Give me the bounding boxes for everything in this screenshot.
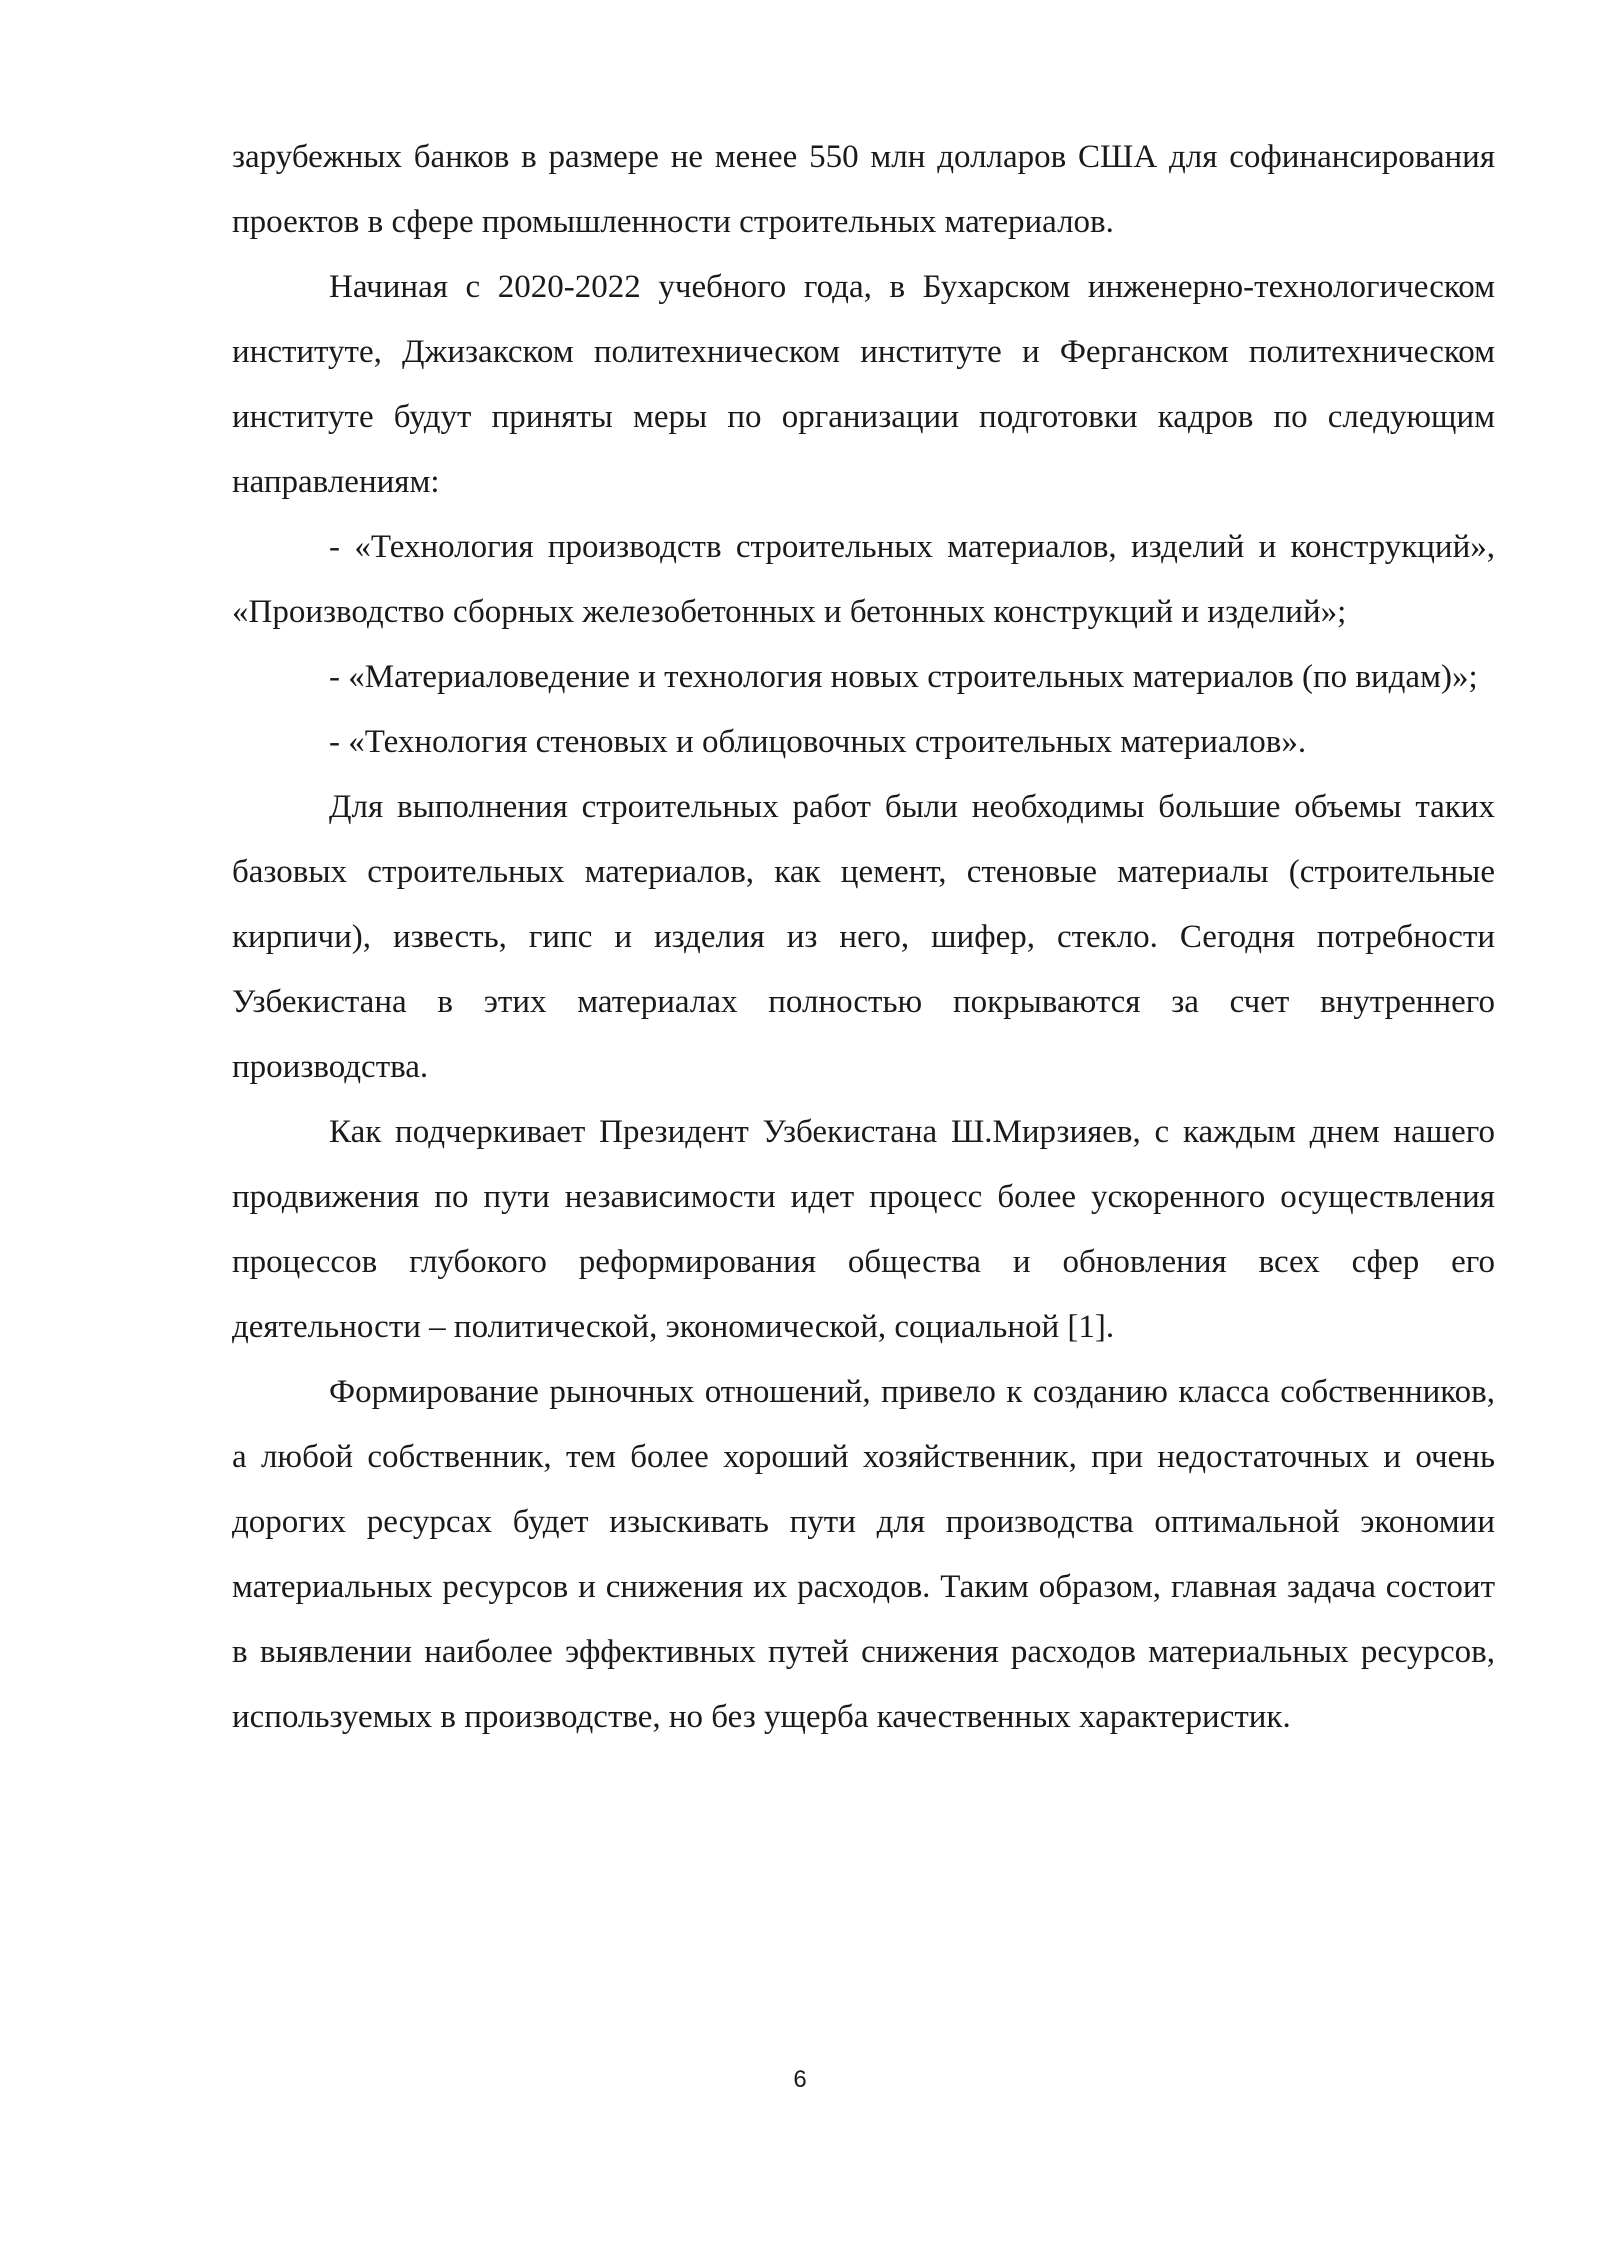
paragraph-building-materials: Для выполнения строительных работ были необходимы большие объемы таких базовых строительных материалов, как цемент, стеновые материалы (строительные кирпичи), известь, гипс и изделия из него, шифер, стекло. Сегодня потребности Узбекистана в этих материалах полностью покрываются за счет внутреннего производства. [232,789,1495,1085]
list-item-direction-2: - «Материаловедение и технология новых строительных материалов (по видам)»; [329,659,1478,695]
paragraph-training-directions: Начиная с 2020-2022 учебного года, в Бухарском инженерно-технологическом институте, Джизакском политехническом институте и Ферганском политехническом институте будут приняты меры по организации подготовки кадров по следующим направлениям: [232,269,1495,500]
list-item-direction-3: - «Технология стеновых и облицовочных строительных материалов». [329,724,1307,760]
list-item-direction-1: - «Технология производств строительных материалов, изделий и конструкций», «Производство сборных железобетонных и бетонных конструкций и изделий»; [232,529,1495,630]
paragraph-market-relations: Формирование рыночных отношений, привело к созданию класса собственников, а любой собственник, тем более хороший хозяйственник, при недостаточных и очень дорогих ресурсах будет изыскивать пути для производства оптимальной экономии материальных ресурсов и снижения их расходов. Таким образом, главная задача состоит в выявлении наиболее эффективных путей снижения расходов материальных ресурсов, используемых в производстве, но без ущерба качественных характеристик. [232,1374,1495,1735]
document-page [232,125,1495,1750]
page-number: 6 [793,2066,807,2093]
paragraph-continuation: зарубежных банков в размере не менее 550 млн долларов США для софинансирования проектов в сфере промышленности строительных материалов. [232,139,1495,240]
paragraph-president-quote: Как подчеркивает Президент Узбекистана Ш.Мирзияев, с каждым днем нашего продвижения по пути независимости идет процесс более ускоренного осуществления процессов глубокого реформирования общества и обновления всех сфер его деятельности – политической, экономической, социальной [1]. [232,1114,1495,1345]
